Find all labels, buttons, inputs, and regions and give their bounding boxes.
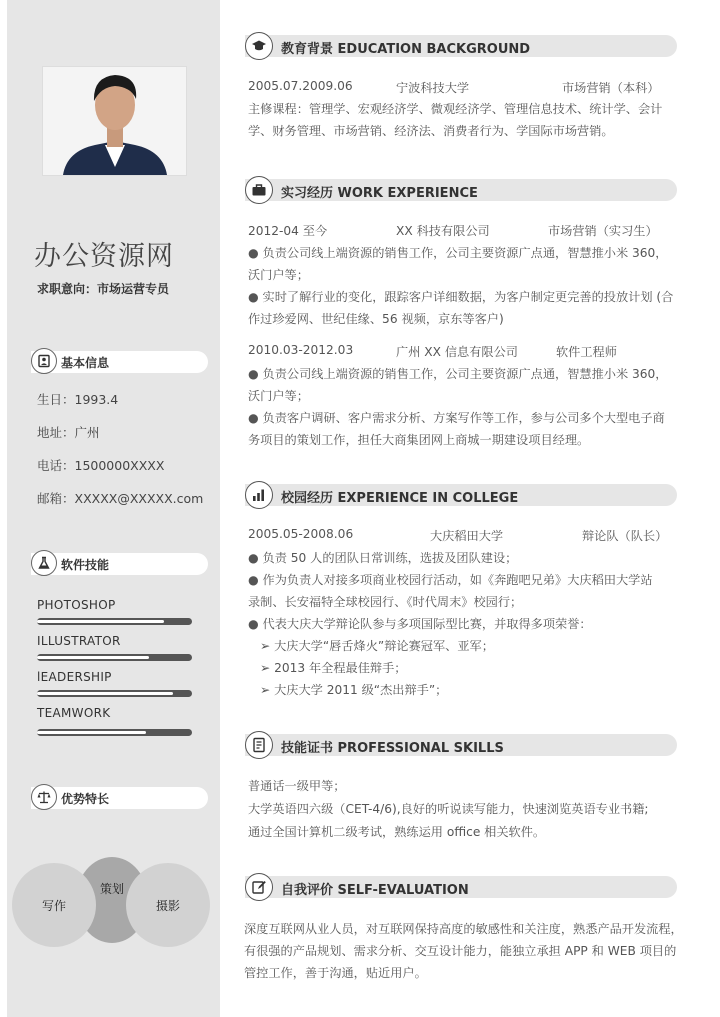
college-title: 校园经历 EXPERIENCE IN COLLEGE	[281, 491, 519, 506]
skill-label-photoshop: PHOTOSHOP	[37, 598, 116, 612]
skill-bar-teamwork	[37, 729, 192, 736]
graduation-cap-icon	[245, 32, 273, 60]
basic-info-header	[31, 351, 208, 373]
work-header	[245, 179, 677, 201]
college-line: ● 作为负责人对接多项商业校园行活动，如《奔跑吧兄弟》大庆稻田大学站	[248, 573, 653, 587]
skills-line: 普通话一级甲等；	[248, 779, 346, 793]
strength-circle-photography	[126, 863, 210, 947]
basic-info-title: 基本信息	[61, 356, 110, 370]
contact-card-icon	[31, 348, 57, 374]
job1-line: ● 负责公司线上端资源的销售工作，公司主要资源广点通，智慧推小米 360，	[248, 246, 668, 260]
skills-line: 通过全国计算机二级考试，熟练运用 office 相关软件。	[248, 825, 546, 839]
certificate-icon	[245, 731, 273, 759]
skill-bar-photoshop	[37, 618, 192, 625]
software-skills-header	[31, 553, 208, 575]
work-title: 实习经历 WORK EXPERIENCE	[281, 186, 478, 201]
skill-bar-illustrator	[37, 654, 192, 661]
bar-chart-icon	[245, 481, 273, 509]
strengths-header	[31, 787, 208, 809]
job1-role: 市场营销（实习生）	[548, 224, 658, 238]
college-honor: ➢ 大庆大学“唇舌烽火”辩论赛冠军、亚军；	[260, 639, 494, 653]
self-eval-line: 管控工作，善于沟通，贴近用户。	[244, 966, 427, 980]
education-courses-line-2: 学、财务管理、市场营销、经济法、消费者行为、学国际市场营销。	[248, 124, 614, 138]
college-line: 录制、长安福特全球校园行、《时代周末》校园行；	[248, 595, 523, 609]
job2-company: 广州 XX 信息有限公司	[396, 345, 518, 359]
education-header	[245, 35, 677, 57]
skill-level-illustrator	[37, 656, 149, 659]
flask-icon	[31, 550, 57, 576]
skill-level-teamwork	[37, 731, 146, 734]
job-intent: 求职意向：市场运营专员	[37, 282, 170, 296]
education-major: 市场营销（本科）	[562, 81, 660, 95]
college-school: 大庆稻田大学	[430, 529, 504, 543]
self-eval-line: 深度互联网从业人员，对互联网保持高度的敏感性和关注度，熟悉产品开发流程，	[244, 922, 683, 936]
profile-photo	[42, 66, 187, 176]
scales-icon	[31, 784, 57, 810]
college-line: ● 代表大庆大学辩论队参与多项国际型比赛，并取得多项荣誉：	[248, 617, 592, 631]
strength-label-writing: 写作	[41, 898, 66, 913]
college-header	[245, 484, 677, 506]
strength-label-planning: 策划	[99, 881, 124, 896]
college-line: ● 负责 50 人的团队日常训练，选拔及团队建设；	[248, 551, 518, 565]
skills-title: 技能证书 PROFESSIONAL SKILLS	[281, 741, 504, 756]
skill-level-photoshop	[37, 620, 164, 623]
skill-label-leadership: lEADERSHIP	[37, 670, 112, 684]
college-honor: ➢ 2013 年全程最佳辩手；	[260, 661, 407, 675]
self-eval-title: 自我评价 SELF-EVALUATION	[281, 883, 469, 898]
strengths-title: 优势特长	[61, 792, 110, 806]
job2-line: ● 负责客户调研、客户需求分析、方案写作等工作，参与公司多个大型电子商	[248, 411, 665, 425]
job1-line: 作过珍爱网、世纪佳缘、56 视频，京东等客户)	[248, 312, 504, 326]
birth-info: 生日：1993.4	[37, 392, 119, 407]
profile-name: 办公资源网	[34, 241, 174, 272]
college-date: 2005.05-2008.06	[248, 527, 354, 541]
strength-circle-writing	[12, 863, 96, 947]
email-info: 邮箱：XXXXX@XXXXX.com	[37, 491, 204, 506]
skill-bar-leadership	[37, 690, 192, 697]
education-courses-line-1: 主修课程：管理学、宏观经济学、微观经济学、管理信息技术、统计学、会计	[248, 102, 663, 116]
job1-line: ● 实时了解行业的变化，跟踪客户详细数据，为客户制定更完善的投放计划 (合	[248, 290, 674, 304]
edit-icon	[245, 873, 273, 901]
job1-date: 2012-04 至今	[248, 224, 328, 238]
phone-info: 电话：1500000XXXX	[37, 458, 165, 473]
education-title: 教育背景 EDUCATION BACKGROUND	[281, 42, 531, 57]
skills-header	[245, 734, 677, 756]
self-eval-line: 有很强的产品规划、需求分析、交互设计能力，能独立承担 APP 和 WEB 项目的	[244, 944, 677, 958]
strength-label-photography: 摄影	[155, 898, 180, 913]
self-eval-header	[245, 876, 677, 898]
job1-company: XX 科技有限公司	[396, 224, 490, 238]
job2-date: 2010.03-2012.03	[248, 343, 354, 357]
skill-label-illustrator: ILLUSTRATOR	[37, 634, 121, 648]
college-honor: ➢ 大庆大学 2011 级“杰出辩手”；	[260, 683, 448, 697]
college-role: 辩论队（队长）	[582, 529, 668, 543]
job1-line: 沃门户等；	[248, 268, 309, 282]
skill-label-teamwork: TEAMWORK	[37, 706, 111, 720]
briefcase-icon	[245, 176, 273, 204]
software-skills-title: 软件技能	[61, 558, 110, 572]
skills-line: 大学英语四六级（CET-4/6),良好的听说读写能力，快速浏览英语专业书籍;	[248, 802, 649, 816]
job2-line: 务项目的策划工作，担任大商集团网上商城一期建设项目经理。	[248, 433, 590, 447]
address-info: 地址：广州	[37, 425, 100, 440]
skill-level-leadership	[37, 692, 173, 695]
job2-role: 软件工程师	[556, 345, 617, 359]
education-school: 宁波科技大学	[396, 81, 470, 95]
education-date: 2005.07.2009.06	[248, 79, 353, 93]
job2-line: 沃门户等；	[248, 389, 309, 403]
job2-line: ● 负责公司线上端资源的销售工作，公司主要资源广点通，智慧推小米 360，	[248, 367, 668, 381]
